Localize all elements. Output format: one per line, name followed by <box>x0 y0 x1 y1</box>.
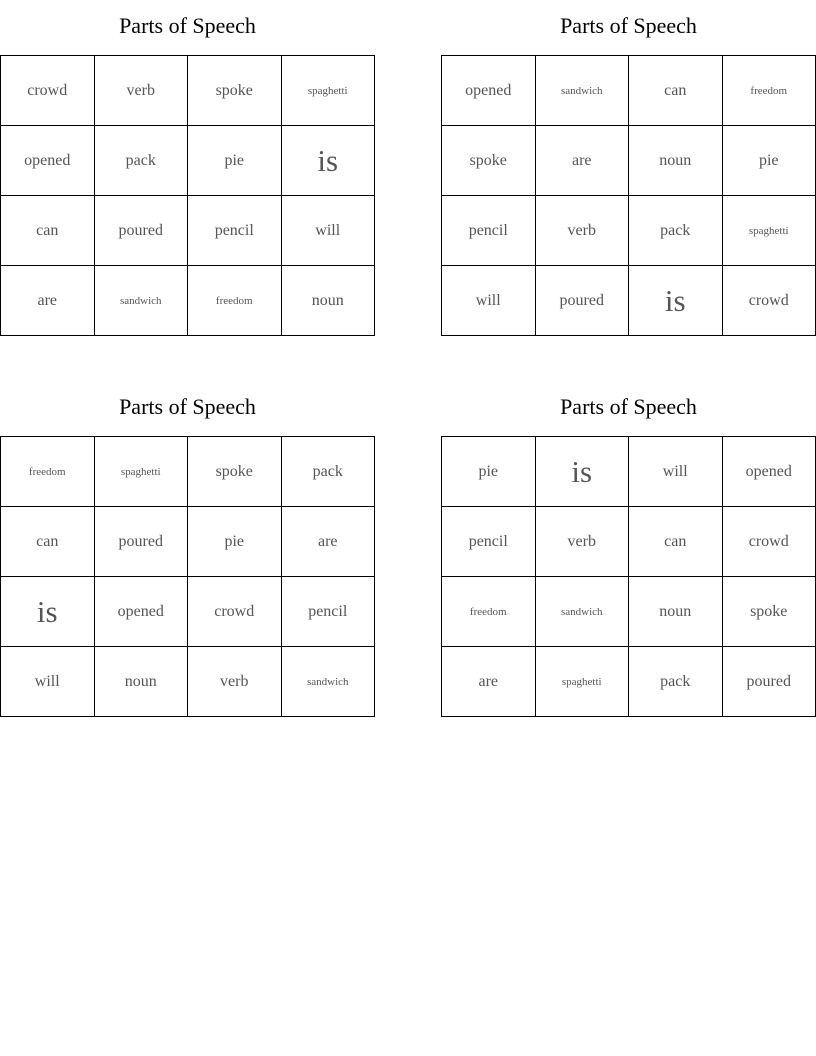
word-cell: will <box>629 437 723 507</box>
word-cell: will <box>1 647 95 717</box>
word-cell: sandwich <box>95 266 189 336</box>
word-cell: pencil <box>442 507 536 577</box>
word-cell: crowd <box>188 577 282 647</box>
word-cell: pencil <box>442 196 536 266</box>
card-title: Parts of Speech <box>560 13 697 38</box>
word-cell: pencil <box>188 196 282 266</box>
bingo-card-1 <box>0 0 375 336</box>
word-cell: freedom <box>442 577 536 647</box>
word-cell: pack <box>629 647 723 717</box>
word-cell: opened <box>442 56 536 126</box>
word-cell: pack <box>629 196 723 266</box>
word-cell: are <box>536 126 630 196</box>
word-cell: verb <box>536 507 630 577</box>
word-cell: crowd <box>723 266 816 336</box>
word-cell: can <box>1 196 95 266</box>
bingo-card-3 <box>0 381 375 717</box>
word-cell: pie <box>188 507 282 577</box>
card-title: Parts of Speech <box>119 394 256 419</box>
word-cell: is <box>629 266 723 336</box>
word-cell: verb <box>95 56 189 126</box>
word-cell: sandwich <box>536 577 630 647</box>
word-cell: poured <box>95 507 189 577</box>
word-grid <box>0 55 375 336</box>
word-cell: is <box>1 577 95 647</box>
word-cell: spoke <box>723 577 816 647</box>
word-cell: sandwich <box>536 56 630 126</box>
word-grid <box>441 436 816 717</box>
bingo-card-2 <box>441 0 816 336</box>
word-cell: noun <box>282 266 376 336</box>
word-cell: is <box>282 126 376 196</box>
word-cell: can <box>1 507 95 577</box>
word-cell: pack <box>95 126 189 196</box>
word-cell: are <box>1 266 95 336</box>
word-cell: verb <box>536 196 630 266</box>
word-cell: noun <box>629 126 723 196</box>
word-cell: freedom <box>723 56 816 126</box>
word-cell: pack <box>282 437 376 507</box>
word-cell: verb <box>188 647 282 717</box>
word-cell: opened <box>95 577 189 647</box>
word-cell: spoke <box>442 126 536 196</box>
word-cell: noun <box>629 577 723 647</box>
word-cell: sandwich <box>282 647 376 717</box>
word-cell: spoke <box>188 437 282 507</box>
word-grid <box>441 55 816 336</box>
word-cell: crowd <box>723 507 816 577</box>
word-cell: are <box>442 647 536 717</box>
word-grid <box>0 436 375 717</box>
word-cell: are <box>282 507 376 577</box>
card-title: Parts of Speech <box>560 394 697 419</box>
word-cell: will <box>282 196 376 266</box>
word-cell: spaghetti <box>536 647 630 717</box>
word-cell: opened <box>1 126 95 196</box>
word-cell: opened <box>723 437 816 507</box>
word-cell: pie <box>442 437 536 507</box>
word-cell: pencil <box>282 577 376 647</box>
word-cell: will <box>442 266 536 336</box>
word-cell: can <box>629 56 723 126</box>
word-cell: is <box>536 437 630 507</box>
word-cell: poured <box>95 196 189 266</box>
word-cell: freedom <box>188 266 282 336</box>
word-cell: spaghetti <box>723 196 816 266</box>
word-cell: spaghetti <box>95 437 189 507</box>
word-cell: noun <box>95 647 189 717</box>
card-title: Parts of Speech <box>119 13 256 38</box>
word-cell: spaghetti <box>282 56 376 126</box>
word-cell: pie <box>723 126 816 196</box>
bingo-card-4 <box>441 381 816 717</box>
word-cell: spoke <box>188 56 282 126</box>
word-cell: freedom <box>1 437 95 507</box>
word-cell: poured <box>723 647 816 717</box>
word-cell: pie <box>188 126 282 196</box>
word-cell: poured <box>536 266 630 336</box>
word-cell: crowd <box>1 56 95 126</box>
word-cell: can <box>629 507 723 577</box>
